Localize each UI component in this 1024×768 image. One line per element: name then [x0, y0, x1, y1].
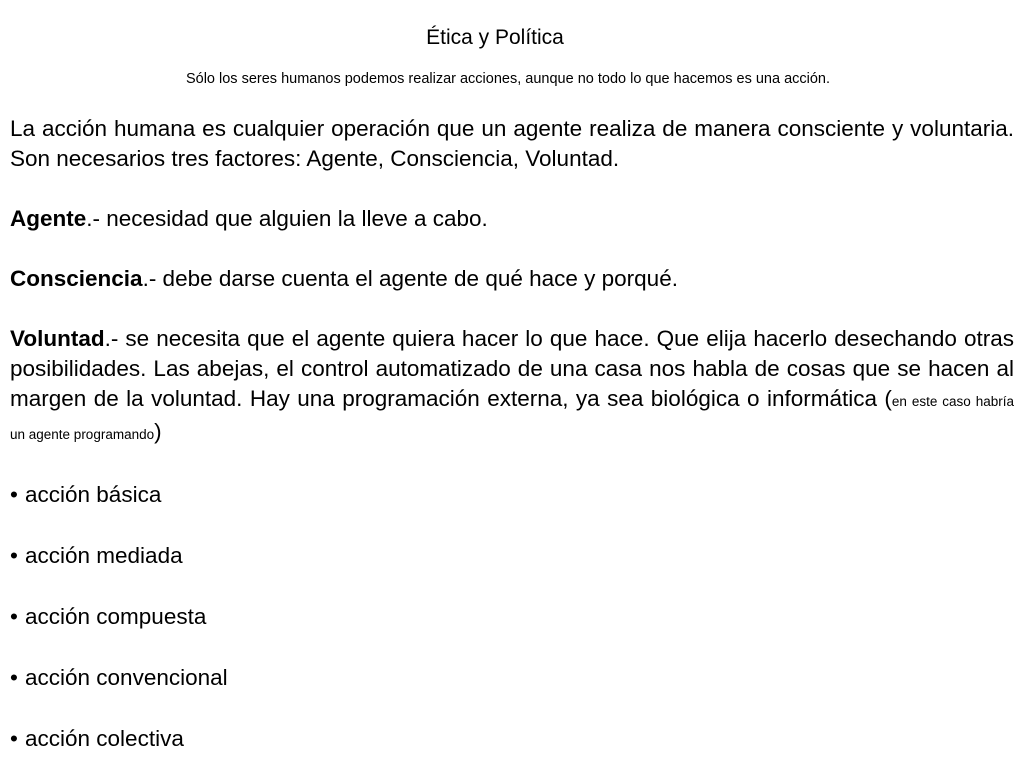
- term-label: Voluntad: [10, 326, 105, 351]
- list-item-label: acción compuesta: [25, 604, 207, 629]
- term-closing: ): [154, 419, 162, 444]
- slide-title: Ética y Política: [426, 26, 564, 49]
- term-definition: .- se necesita que el agente quiera hacer lo que hace. Que elija hacerlo desechando otras posibilidades. Las abejas, el control automatizado de una casa nos habla de cosas que se hacen al margen de la voluntad. Hay una programación externa, ya sea biológica o informática (: [10, 326, 1014, 411]
- list-item: [10, 724, 1014, 754]
- list-item: [10, 602, 1014, 632]
- bullet-icon: •: [10, 726, 18, 751]
- term-label: Consciencia: [10, 266, 143, 291]
- bullet-icon: •: [10, 665, 18, 690]
- bullet-icon: •: [10, 482, 18, 507]
- slide-body: [10, 114, 1014, 754]
- term-consciencia: [10, 264, 1014, 294]
- list-item-label: acción colectiva: [25, 726, 184, 751]
- term-aside: en este caso habría un agente programando: [10, 394, 1014, 442]
- slide-subtitle: Sólo los seres humanos podemos realizar acciones, aunque no todo lo que hacemos es una acción.: [185, 71, 831, 87]
- term-definition: .- necesidad que alguien la lleve a cabo.: [86, 206, 488, 231]
- term-agente: [10, 204, 1014, 234]
- list-item: [10, 663, 1014, 693]
- list-item: [10, 541, 1014, 571]
- list-item-label: acción mediada: [25, 543, 183, 568]
- bullet-icon: •: [10, 604, 18, 629]
- bullet-icon: •: [10, 543, 18, 568]
- term-voluntad: [10, 324, 1014, 450]
- list-item: [10, 480, 1014, 510]
- term-definition: .- debe darse cuenta el agente de qué hace y porqué.: [142, 266, 678, 291]
- list-item-label: acción básica: [25, 482, 162, 507]
- term-label: Agente: [10, 206, 87, 231]
- intro-paragraph: La acción humana es cualquier operación que un agente realiza de manera consciente y voluntaria. Son necesarios tres factores: Agente, Consciencia, Voluntad.: [10, 116, 1014, 171]
- bullet-list: [10, 480, 1014, 754]
- list-item-label: acción convencional: [25, 665, 228, 690]
